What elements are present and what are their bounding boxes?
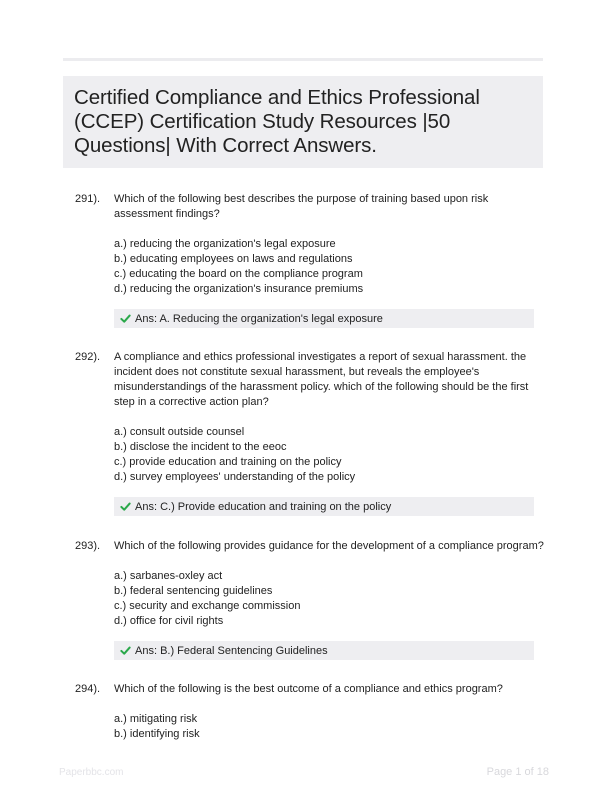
- option-item: d.) survey employees' understanding of the policy: [114, 471, 356, 483]
- option-item: d.) office for civil rights: [114, 615, 224, 627]
- question-block: [63, 350, 543, 516]
- option-item: c.) educating the board on the compliance program: [114, 268, 363, 280]
- question-block: [63, 192, 543, 328]
- footer-site: Paperbbc.com: [59, 767, 124, 778]
- options-list: [114, 237, 543, 297]
- option-item: b.) disclose the incident to the eeoc: [114, 441, 287, 453]
- option-item: b.) identifying risk: [114, 728, 200, 740]
- question-block: [63, 539, 543, 660]
- question-text: Which of the following best describes the purpose of training based upon risk assessment findings?: [114, 193, 489, 220]
- document-title: Certified Compliance and Ethics Professional (CCEP) Certification Study Resources |50 Questions| With Correct Answers.: [74, 86, 480, 157]
- question-number: 292).: [75, 351, 101, 363]
- check-icon: [120, 645, 131, 656]
- answer-box: [114, 309, 534, 328]
- check-icon: [120, 501, 131, 512]
- question-text: Which of the following provides guidance for the development of a compliance program?: [114, 540, 544, 552]
- answer-text: Ans: A. Reducing the organization's legal exposure: [135, 312, 383, 325]
- option-item: a.) reducing the organization's legal exposure: [114, 238, 336, 250]
- top-divider: [63, 58, 543, 61]
- page-indicator: Page 1 of 18: [486, 766, 549, 778]
- answer-text: Ans: B.) Federal Sentencing Guidelines: [135, 644, 328, 657]
- option-item: a.) sarbanes-oxley act: [114, 570, 223, 582]
- question-number: 291).: [75, 193, 101, 205]
- option-item: c.) security and exchange commission: [114, 600, 301, 612]
- option-item: d.) reducing the organization's insurance premiums: [114, 283, 364, 295]
- options-list: [114, 569, 543, 629]
- option-item: c.) provide education and training on the policy: [114, 456, 342, 468]
- question-text: Which of the following is the best outcome of a compliance and ethics program?: [114, 683, 503, 695]
- answer-box: [114, 497, 534, 516]
- question-block: [63, 682, 543, 742]
- answer-box: [114, 641, 534, 660]
- option-item: a.) mitigating risk: [114, 713, 198, 725]
- question-number: 293).: [75, 540, 101, 552]
- options-list: [114, 712, 543, 742]
- option-item: b.) federal sentencing guidelines: [114, 585, 273, 597]
- title-banner: [63, 76, 543, 168]
- question-text: A compliance and ethics professional investigates a report of sexual harassment. the incident does not constitute sexual harassment, but reveals the employee's misunderstandings of the harassment policy. which of the following should be the first step in a corrective action plan?: [114, 351, 529, 408]
- check-icon: [120, 313, 131, 324]
- option-item: b.) educating employees on laws and regulations: [114, 253, 353, 265]
- options-list: [114, 425, 543, 485]
- question-number: 294).: [75, 683, 101, 695]
- answer-text: Ans: C.) Provide education and training on the policy: [135, 500, 392, 513]
- option-item: a.) consult outside counsel: [114, 426, 245, 438]
